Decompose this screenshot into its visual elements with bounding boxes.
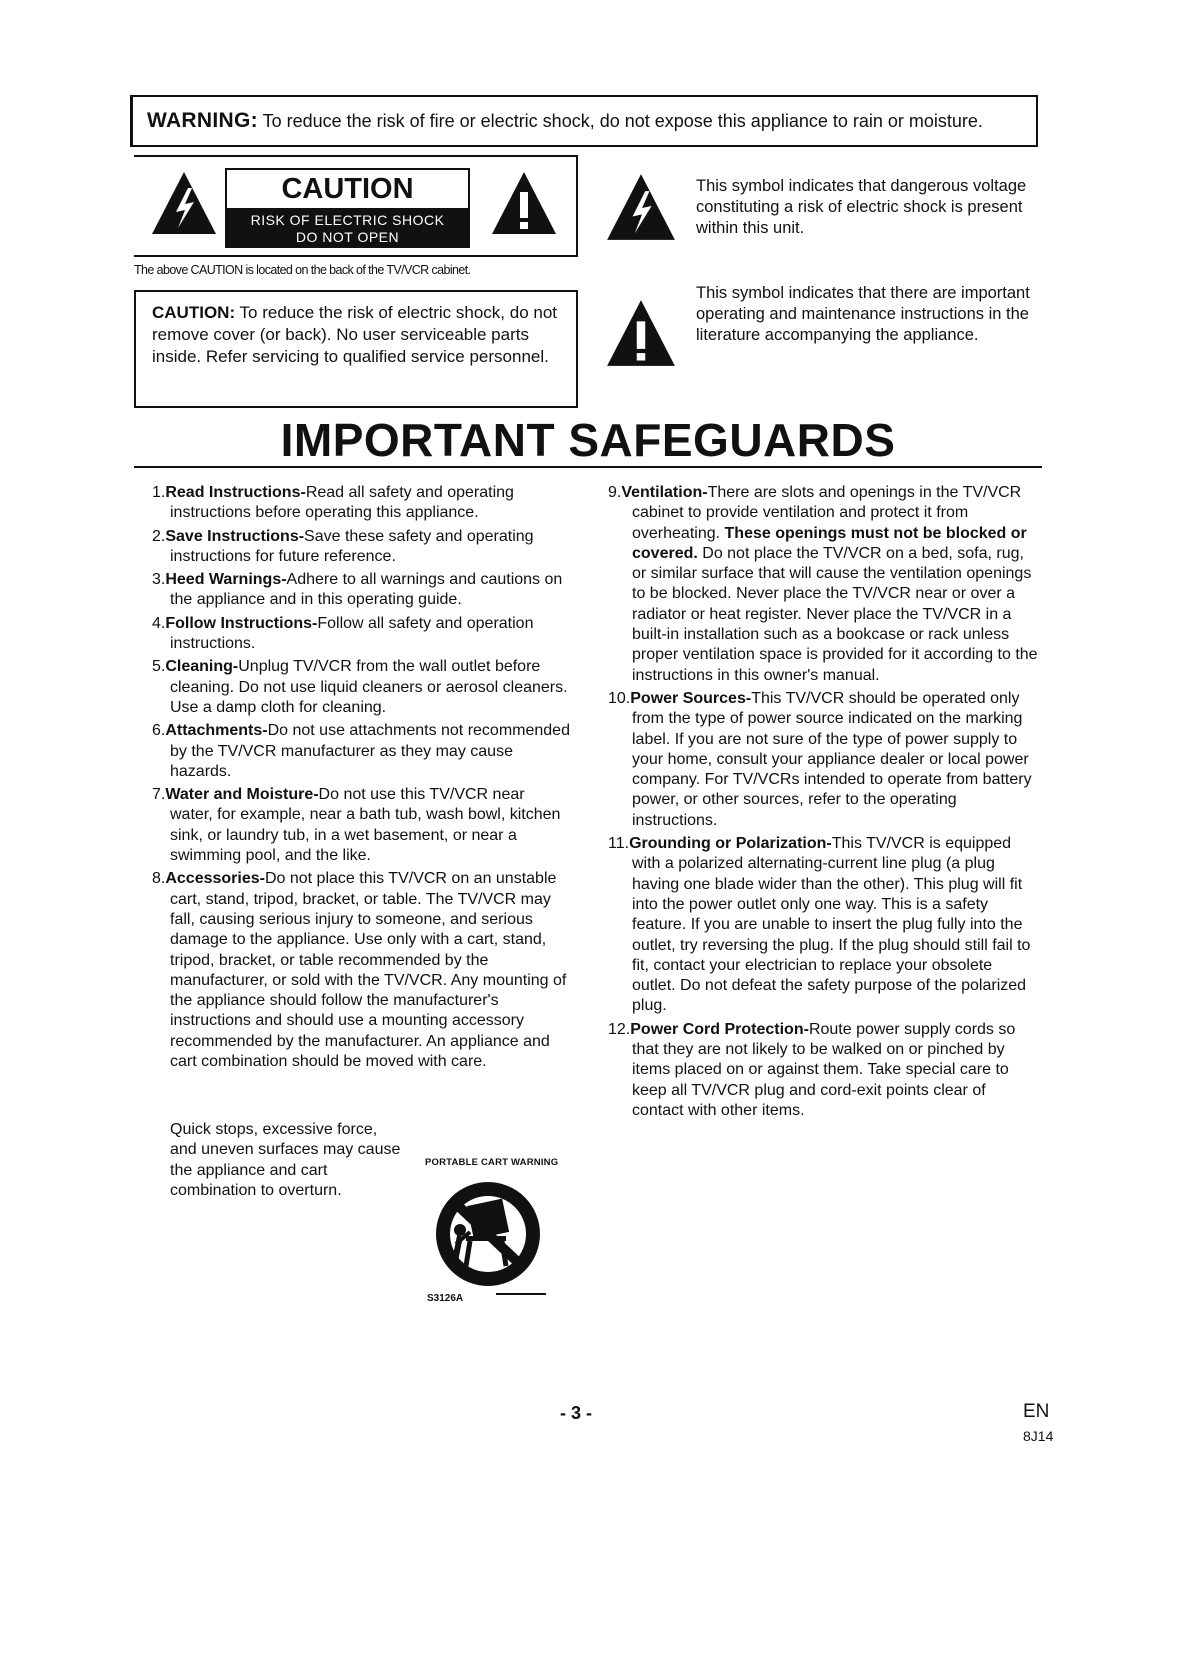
- warning-box: [130, 95, 1038, 147]
- safeguards-right-column: [608, 483, 1040, 1124]
- safeguard-item-10: 10.Power Sources-This TV/VCR should be operated only from the type of power source indicated on the marking label. If you are not sure of the type of power supply to your home, consult your appliance dealer or local power company. For TV/VCRs intended to operate from battery power, or other sources, refer to the operating instructions.: [608, 689, 1032, 829]
- safeguards-left-column: [152, 483, 570, 1075]
- tipping-cart-icon: [418, 1172, 558, 1310]
- exclamation-triangle-icon: [605, 298, 677, 368]
- safeguard-item-4: 4.Follow Instructions-Follow all safety and operation instructions.: [152, 614, 534, 653]
- caution-box-label: CAUTION:: [152, 303, 236, 322]
- headline-rule: [134, 466, 1042, 468]
- warning-text: To reduce the risk of fire or electric shock, do not expose this appliance to rain or moisture.: [262, 111, 983, 131]
- caution-band: [225, 210, 470, 248]
- page-title: IMPORTANT SAFEGUARDS: [280, 414, 896, 466]
- symbol-exclamation-text: This symbol indicates that there are important operating and maintenance instructions in the literature accompanying the appliance.: [696, 284, 1030, 344]
- page-number: - 3 -: [560, 1403, 593, 1423]
- caution-title: CAUTION: [225, 168, 470, 210]
- caution-box: [134, 290, 578, 408]
- warning-label: WARNING:: [147, 109, 258, 132]
- caution-caption: The above CAUTION is located on the back of the TV/VCR cabinet.: [134, 263, 471, 277]
- safeguard-item-11: 11.Grounding or Polarization-This TV/VCR is equipped with a polarized alternating-current line plug (a plug having one blade wider than the other). This plug will fit into the power outlet only one way. This is a safety feature. If you are unable to insert the plug fully into the outlet, try reversing the plug. If the plug should still fail to fit, contact your electrician to replace your obsolete outlet. Do not defeat the safety purpose of the polarized plug.: [608, 835, 1031, 1015]
- safeguard-item-7: 7.Water and Moisture-Do not use this TV/VCR near water, for example, near a bath tub, wash bowl, kitchen sink, or laundry tub, in a wet basement, or near a swimming pool, and the like.: [152, 786, 561, 865]
- safeguard-item-6: 6.Attachments-Do not use attachments not recommended by the TV/VCR manufacturer as they may cause hazards.: [152, 722, 570, 780]
- cart-note: Quick stops, excessive force, and uneven surfaces may cause the appliance and cart combination to overturn.: [170, 1121, 401, 1199]
- exclamation-triangle-icon: [490, 170, 558, 236]
- safeguard-item-1: 1.Read Instructions-Read all safety and operating instructions before operating this appliance.: [152, 484, 514, 522]
- symbol-lightning-text: This symbol indicates that dangerous voltage constituting a risk of electric shock is present within this unit.: [696, 177, 1027, 237]
- document-code: 8J14: [1023, 1428, 1054, 1444]
- language-code: EN: [1023, 1401, 1050, 1422]
- lightning-triangle-icon: [605, 172, 677, 242]
- safeguard-item-2: 2.Save Instructions-Save these safety and operating instructions for future reference.: [152, 527, 534, 565]
- caution-band-line2: DO NOT OPEN: [295, 229, 400, 245]
- safeguard-item-12: 12.Power Cord Protection-Route power supply cords so that they are not likely to be walked on or pinched by items placed on or against them. Take special care to keep all TV/VCR plug and cord-exit points clear of contact with other items.: [608, 1020, 1016, 1119]
- cart-code: S3126A: [427, 1293, 464, 1304]
- safeguard-item-3: 3.Heed Warnings-Adhere to all warnings and cautions on the appliance and in this operating guide.: [152, 571, 563, 609]
- lightning-triangle-icon: [150, 170, 218, 236]
- cart-warning-label: PORTABLE CART WARNING: [425, 1157, 559, 1168]
- caution-box-text: To reduce the risk of electric shock, do not remove cover (or back). No user serviceable parts inside. Refer servicing to qualified service personnel.: [152, 303, 558, 366]
- safeguard-item-9: 9.Ventilation-There are slots and openings in the TV/VCR cabinet to provide ventilation and protect it from overheating. These openings must not be blocked or covered. Do not place the TV/VCR on a bed, sofa, rug, or similar surface that will cause the ventilation openings to be blocked. Never place the TV/VCR near or over a radiator or heat register. Never place the TV/VCR in a built-in installation such as a bookcase or rack unless proper ventilation space is provided for it according to the instructions in this owner's manual.: [608, 484, 1038, 684]
- safeguard-item-5: 5.Cleaning-Unplug TV/VCR from the wall outlet before cleaning. Do not use liquid cleaners or aerosol cleaners. Use a damp cloth for cleaning.: [152, 658, 568, 716]
- safeguard-item-8: 8.Accessories-Do not place this TV/VCR on an unstable cart, stand, tripod, bracket, or table. The TV/VCR may fall, causing serious injury to someone, and serious damage to the appliance. Use only with a cart, stand, tripod, bracket, or table recommended by the manufacturer, or sold with the TV/VCR. Any mounting of the appliance should follow the manufacturer's instructions and should use a mounting accessory recommended by the manufacturer. An appliance and cart combination should be moved with care.: [152, 870, 567, 1071]
- caution-band-line1: RISK OF ELECTRIC SHOCK: [250, 212, 445, 228]
